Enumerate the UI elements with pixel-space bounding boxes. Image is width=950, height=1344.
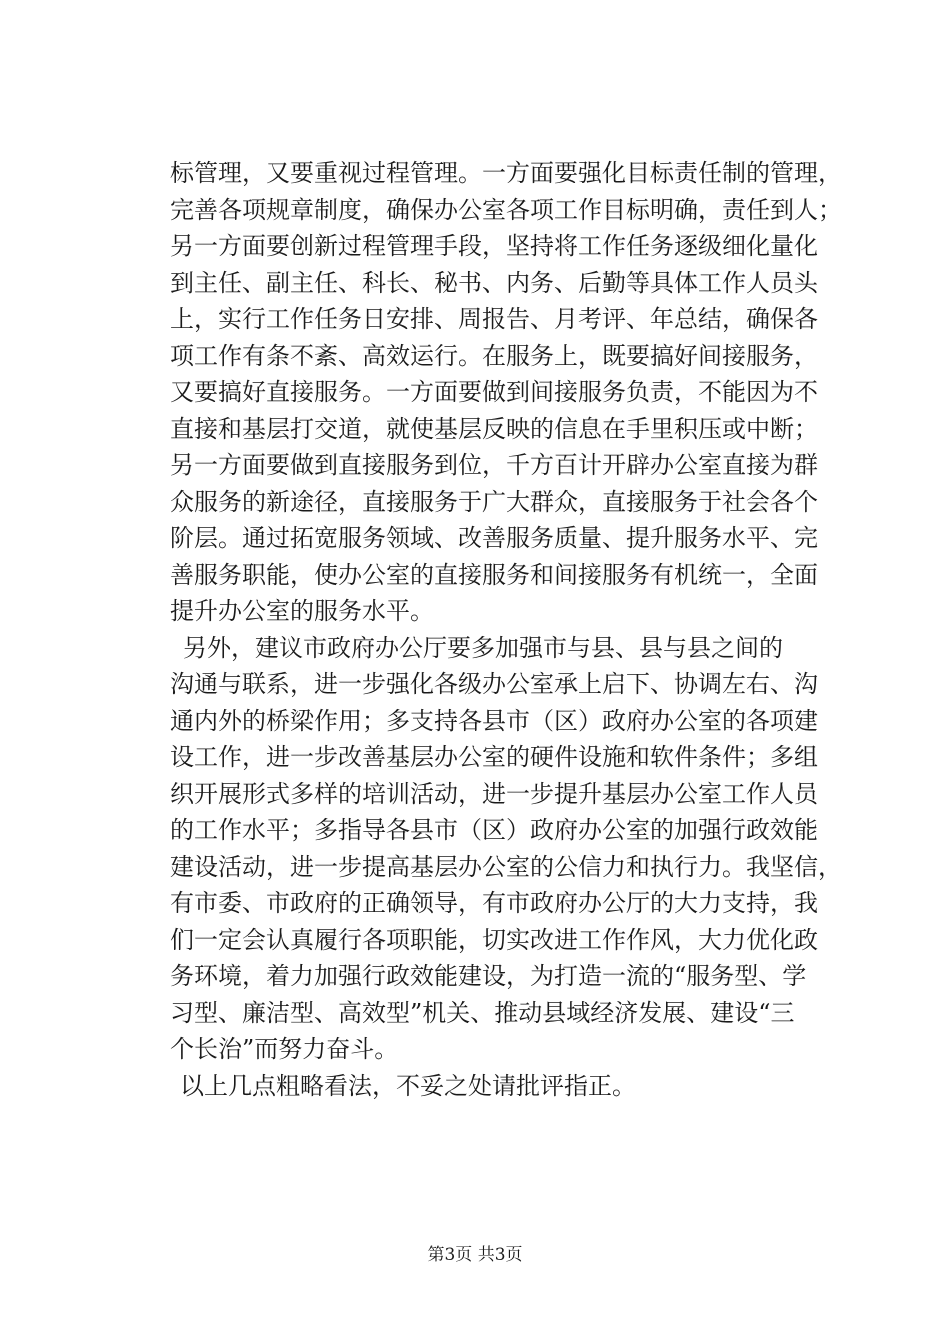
page-number-footer: 第3页 共3页 xyxy=(427,1245,523,1265)
text-line: 直接和基层打交道，就使基层反映的信息在手里积压或中断； xyxy=(170,414,818,443)
document-body xyxy=(170,155,842,1104)
text-line: 标管理，又要重视过程管理。一方面要强化目标责任制的管理， xyxy=(170,159,842,187)
text-line: 到主任、副主任、科长、秘书、内务、后勤等具体工作人员头 xyxy=(170,268,818,297)
text-line: 另外，建议市政府办公厅要多加强市与县、县与县之间的 xyxy=(183,633,783,662)
text-line: 个长治”而努力奋斗。 xyxy=(170,1035,399,1063)
text-line: 项工作有条不紊、高效运行。在服务上，既要搞好间接服务， xyxy=(170,341,818,370)
text-line: 们一定会认真履行各项职能，切实改进工作作风，大力优化政 xyxy=(170,925,818,954)
text-line: 提升办公室的服务水平。 xyxy=(170,597,434,625)
text-line: 习型、廉洁型、高效型”机关、推动县域经济发展、建设“三 xyxy=(170,998,795,1027)
paragraph-1 xyxy=(170,155,842,630)
text-line: 又要搞好直接服务。一方面要做到间接服务负责，不能因为不 xyxy=(170,378,818,406)
paragraph-2 xyxy=(170,630,842,1068)
text-line: 善服务职能，使办公室的直接服务和间接服务有机统一，全面 xyxy=(170,560,818,589)
text-line: 沟通与联系，进一步强化各级办公室承上启下、协调左右、沟 xyxy=(170,670,818,698)
text-line: 的工作水平；多指导各县市（区）政府办公室的加强行政效能 xyxy=(170,816,818,844)
paragraph-3 xyxy=(170,1068,782,1105)
text-line: 建设活动，进一步提高基层办公室的公信力和执行力。我坚信， xyxy=(170,852,842,881)
text-line: 上，实行工作任务日安排、周报告、月考评、年总结，确保各 xyxy=(170,305,818,333)
text-line: 有市委、市政府的正确领导，有市政府办公厅的大力支持，我 xyxy=(170,889,818,917)
text-line: 织开展形式多样的培训活动，进一步提升基层办公室工作人员 xyxy=(170,779,818,808)
text-line: 通内外的桥梁作用；多支持各县市（区）政府办公室的各项建 xyxy=(170,706,818,735)
text-line: 设工作，进一步改善基层办公室的硬件设施和软件条件；多组 xyxy=(170,743,818,771)
text-line: 务环境，着力加强行政效能建设，为打造一流的“服务型、学 xyxy=(170,962,807,990)
text-line: 完善各项规章制度，确保办公室各项工作目标明确，责任到人； xyxy=(170,195,842,224)
text-line: 以上几点粗略看法，不妥之处请批评指正。 xyxy=(180,1071,636,1100)
text-line: 众服务的新途径，直接服务于广大群众，直接服务于社会各个 xyxy=(170,487,818,516)
text-line: 阶层。通过拓宽服务领域、改善服务质量、提升服务水平、完 xyxy=(170,524,818,552)
text-line: 另一方面要做到直接服务到位，千方百计开辟办公室直接为群 xyxy=(170,451,818,479)
text-line: 另一方面要创新过程管理手段，坚持将工作任务逐级细化量化 xyxy=(170,232,818,260)
